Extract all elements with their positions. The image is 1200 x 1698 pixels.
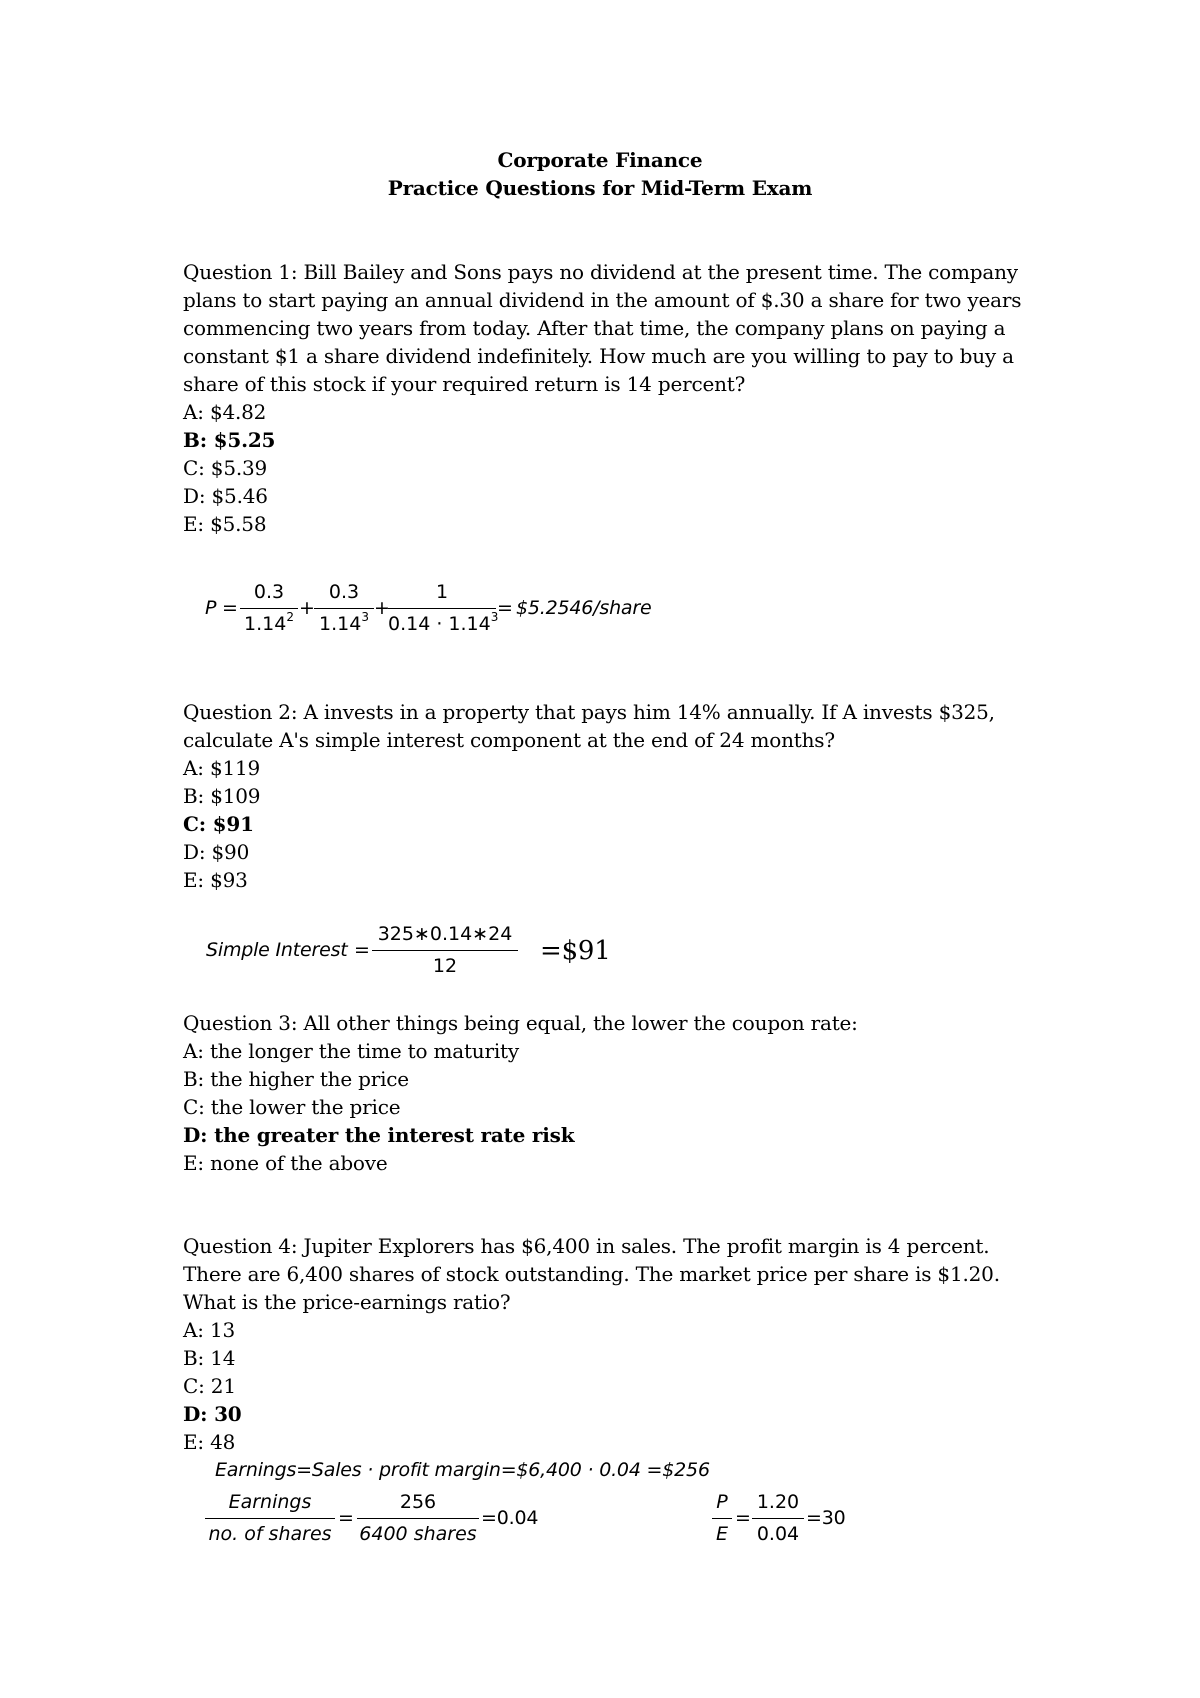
numerator: 1.20 — [756, 1491, 800, 1513]
denominator: 12 — [432, 955, 458, 977]
question-text-line: What is the price-earnings ratio? — [183, 1290, 511, 1314]
exponent: 2 — [286, 610, 294, 624]
question-text-line: commencing two years from today. After that time, the company plans on paying a — [183, 316, 1006, 340]
answer-option-c-correct: C: $91 — [183, 812, 254, 836]
answer-option-a: A: 13 — [183, 1318, 235, 1342]
exponent: 3 — [361, 610, 369, 624]
document-title: Corporate Finance — [497, 148, 703, 172]
answer-option-e: E: none of the above — [183, 1151, 388, 1175]
fraction — [712, 1490, 732, 1546]
formula-result: =$91 — [540, 936, 611, 966]
answer-option-e: E: 48 — [183, 1430, 236, 1454]
denominator: no. of shares — [208, 1523, 332, 1545]
formula-lhs: P — [205, 597, 217, 619]
plus-sign: + — [299, 597, 315, 619]
fraction — [752, 1490, 804, 1546]
fraction — [372, 922, 518, 978]
numerator: P — [716, 1491, 728, 1513]
denominator: 0.14 · 1.14 — [388, 613, 491, 635]
fraction — [314, 580, 374, 636]
numerator: Earnings — [228, 1491, 312, 1513]
denominator: 1.14 — [319, 613, 362, 635]
answer-option-b: B: $109 — [183, 784, 261, 808]
answer-option-b-correct: B: $5.25 — [183, 428, 276, 452]
question-text-line: share of this stock if your required return is 14 percent? — [183, 372, 746, 396]
exponent: 3 — [490, 610, 499, 624]
answer-option-a: A: $4.82 — [183, 400, 267, 424]
formula-result: =0.04 — [481, 1507, 539, 1529]
equals-sign: = — [338, 1507, 354, 1529]
plus-sign: + — [374, 597, 390, 619]
fraction — [205, 1490, 335, 1546]
fraction — [240, 580, 298, 636]
denominator: 0.04 — [756, 1523, 800, 1545]
formula-result: =30 — [806, 1507, 846, 1529]
numerator: 325∗0.14∗24 — [377, 923, 513, 945]
numerator: 0.3 — [253, 581, 285, 603]
fraction — [388, 580, 499, 636]
earnings-equation: Earnings=Sales · profit margin=$6,400 · 0.04 =$256 — [215, 1459, 710, 1481]
question-text-line: Question 1: Bill Bailey and Sons pays no dividend at the present time. The company — [183, 260, 1018, 284]
answer-option-d: D: $5.46 — [183, 484, 268, 508]
equals-sign: = — [354, 939, 370, 961]
question-text-line: Question 2: A invests in a property that pays him 14% annually. If A invests $325, — [183, 700, 995, 724]
question-text-line: There are 6,400 shares of stock outstanding. The market price per share is $1.20. — [183, 1262, 1000, 1286]
answer-option-d-correct: D: 30 — [183, 1402, 242, 1426]
question-text-line: calculate A's simple interest component at the end of 24 months? — [183, 728, 835, 752]
answer-option-c: C: 21 — [183, 1374, 236, 1398]
numerator: 0.3 — [328, 581, 360, 603]
answer-option-a: A: the longer the time to maturity — [183, 1039, 519, 1063]
formula-lhs: Simple Interest — [206, 939, 348, 961]
answer-option-c: C: the lower the price — [183, 1095, 401, 1119]
question-text-line: Question 4: Jupiter Explorers has $6,400 in sales. The profit margin is 4 percent. — [183, 1234, 990, 1258]
denominator: 1.14 — [244, 613, 287, 635]
answer-option-b: B: 14 — [183, 1346, 236, 1370]
question-text-line: plans to start paying an annual dividend in the amount of $.30 a share for two years — [183, 288, 1022, 312]
answer-option-c: C: $5.39 — [183, 456, 268, 480]
answer-option-d-correct: D: the greater the interest rate risk — [183, 1123, 575, 1147]
denominator: E — [715, 1523, 728, 1545]
fraction — [357, 1490, 479, 1546]
equals-sign: = — [222, 597, 238, 619]
question-text-line: Question 3: All other things being equal, the lower the coupon rate: — [183, 1011, 858, 1035]
formula-result: $5.2546/share — [516, 597, 652, 619]
answer-option-a: A: $119 — [183, 756, 261, 780]
equals-sign: = — [735, 1507, 751, 1529]
numerator: 1 — [435, 581, 449, 603]
denominator: 6400 shares — [359, 1523, 477, 1545]
equals-sign: = — [497, 597, 513, 619]
answer-option-d: D: $90 — [183, 840, 250, 864]
question-text-line: constant $1 a share dividend indefinitely. How much are you willing to pay to buy a — [183, 344, 1014, 368]
document-subtitle: Practice Questions for Mid-Term Exam — [387, 176, 813, 200]
answer-option-e: E: $5.58 — [183, 512, 267, 536]
answer-option-e: E: $93 — [183, 868, 248, 892]
answer-option-b: B: the higher the price — [183, 1067, 409, 1091]
numerator: 256 — [399, 1491, 437, 1513]
